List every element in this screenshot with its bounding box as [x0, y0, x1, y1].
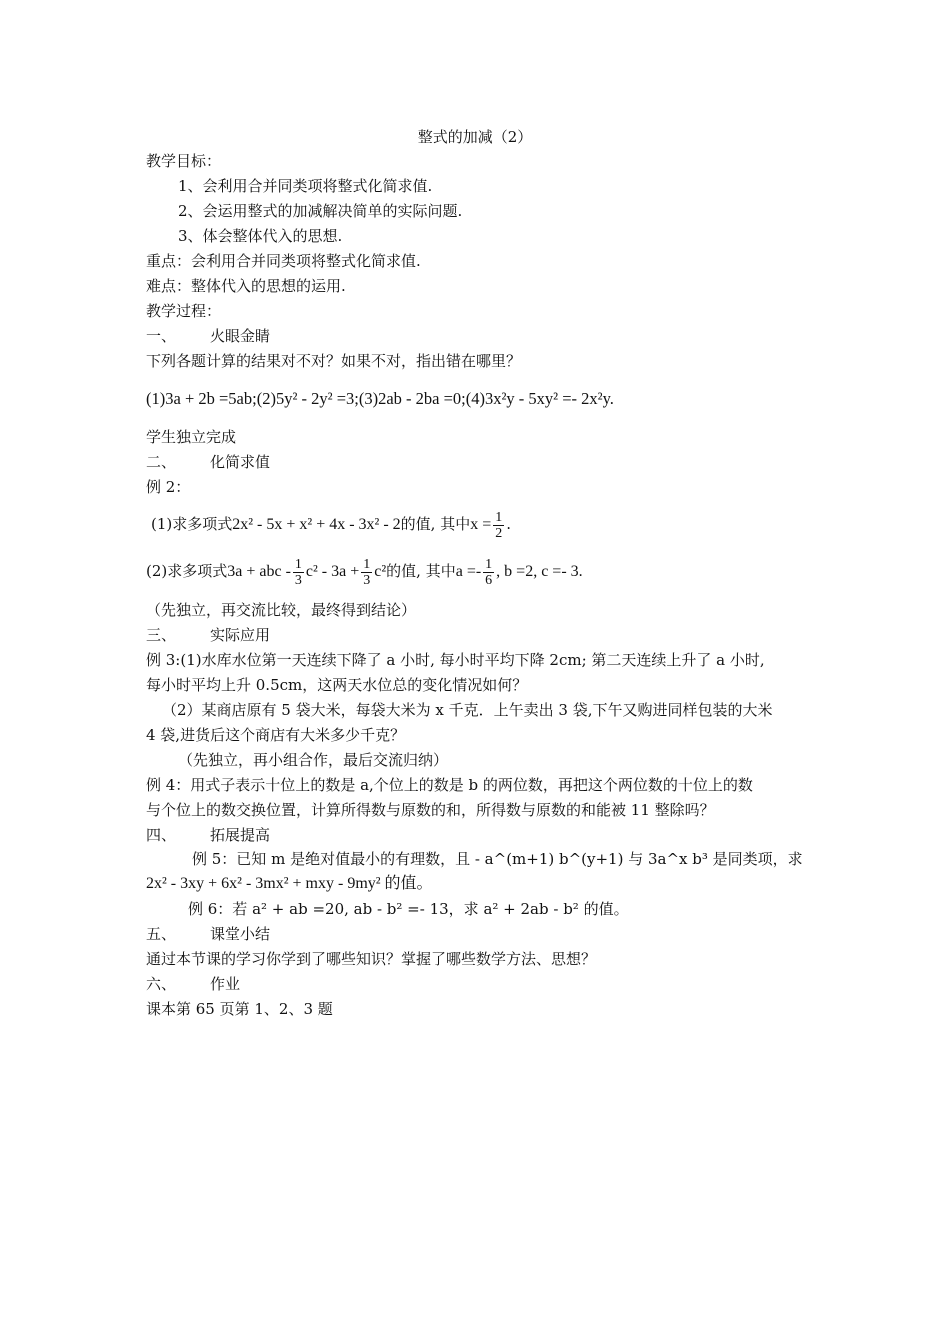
page-title: 整式的加减（2）	[417, 128, 533, 146]
fraction-numerator: 1	[363, 556, 371, 572]
example-4-line-1: 例 4：用式子表示十位上的数是 a,个位上的数是 b 的两位数，再把这个两位数的十位上的数	[146, 776, 753, 794]
section-6-heading	[146, 974, 240, 994]
example-2-note: （先独立，再交流比较，最终得到结论）	[146, 601, 417, 619]
ex2-2-expression-b: c² - 3a +	[305, 563, 360, 580]
fraction-numerator: 1	[294, 556, 302, 572]
example-5-line-1: 例 5：已知 m 是绝对值最小的有理数，且 - a^(m+1) b^(y+1) 与 3a^x b³ 是同类项，求	[192, 850, 803, 868]
section-title: 作业	[210, 975, 241, 993]
example-4-line-2: 与个位上的数交换位置，计算所得数与原数的和，所得数与原数的和能被 11 整除吗？	[146, 801, 715, 819]
section-5-text: 通过本节课的学习你学到了哪些知识？掌握了哪些数学方法、思想？	[146, 950, 597, 968]
ex2-2-expression-a: 3a + abc -	[227, 563, 291, 580]
example-6-line: 例 6：若 a² + ab =20, ab - b² =- 13，求 a² + 2ab - b² 的值。	[188, 900, 629, 918]
ex2-2-a: a =-	[455, 563, 482, 580]
section-2-heading	[146, 452, 270, 472]
section-number: 三、	[146, 626, 177, 644]
section-title: 化简求值	[210, 453, 271, 471]
difficult-point: 难点：整体代入的思想的运用.	[146, 277, 346, 295]
ex2-2-expression-c: c²	[374, 563, 387, 580]
example-2-label: 例 2：	[146, 478, 191, 496]
fraction-denominator: 6	[485, 572, 493, 588]
objective-3: 3、体会整体代入的思想.	[178, 227, 343, 245]
ex2-2-where: 的值, 其中	[386, 562, 456, 580]
ex2-1-where: 的值, 其中	[400, 515, 471, 533]
fraction-numerator: 1	[495, 509, 503, 525]
fraction-denominator: 3	[294, 572, 302, 588]
objective-2: 2、会运用整式的加减解决简单的实际问题.	[178, 202, 463, 220]
fraction-one-half	[493, 510, 504, 541]
section-4-heading	[146, 825, 270, 845]
key-point: 重点：会利用合并同类项将整式化简求值.	[146, 252, 421, 270]
fraction-denominator: 2	[495, 525, 503, 541]
section-title: 课堂小结	[210, 925, 271, 943]
process-heading: 教学过程：	[146, 302, 222, 320]
ex2-1-expression: 2x² - 5x + x² + 4x - 3x² - 2	[232, 516, 401, 533]
objective-1: 1、会利用合并同类项将整式化简求值.	[178, 177, 433, 195]
example-2-part-1	[151, 508, 511, 541]
fraction-one-sixth	[483, 557, 494, 588]
fraction-numerator: 1	[485, 556, 493, 572]
section-number: 一、	[146, 327, 177, 345]
section-title: 拓展提高	[210, 826, 271, 844]
section-number: 五、	[146, 925, 177, 943]
fraction-one-third	[293, 557, 304, 588]
fraction-denominator: 3	[363, 572, 371, 588]
example-3-line-2: 每小时平均上升 0.5cm，这两天水位总的变化情况如何？	[146, 676, 528, 694]
section-1-prompt: 下列各题计算的结果对不对？如果不对，指出错在哪里？	[146, 352, 522, 370]
objectives-heading: 教学目标：	[146, 152, 222, 170]
section-1-note: 学生独立完成	[146, 428, 237, 446]
example-3-note: （先独立，再小组合作，最后交流归纳）	[178, 751, 449, 769]
section-number: 二、	[146, 453, 177, 471]
section-number: 四、	[146, 826, 177, 844]
example-3-line-4: 4 袋,进货后这个商店有大米多少千克？	[146, 726, 406, 744]
section-6-text: 课本第 65 页第 1、2、3 题	[146, 1000, 333, 1018]
section-1-heading	[146, 326, 270, 346]
period: .	[506, 515, 512, 533]
section-1-formula: (1)3a + 2b =5ab;(2)5y² - 2y² =3;(3)2ab - 2ba =0;(4)3x²y - 5xy² =- 2x²y.	[146, 389, 614, 408]
section-number: 六、	[146, 975, 177, 993]
section-3-heading	[146, 625, 270, 645]
ex2-1-text: (1)求多项式	[151, 515, 233, 533]
example-3-line-1: 例 3:(1)水库水位第一天连续下降了 a 小时, 每小时平均下降 2cm; 第二天连续上升了 a 小时,	[146, 651, 765, 669]
ex2-1-x: x =	[470, 516, 492, 533]
example-2-part-2	[146, 555, 583, 588]
section-title: 火眼金睛	[210, 327, 271, 345]
ex2-2-text: (2)求多项式	[146, 562, 228, 580]
fraction-one-third-b	[361, 557, 372, 588]
example-3-line-3: （2）某商店原有 5 袋大米，每袋大米为 x 千克．上午卖出 3 袋,下午又购进同样包装的大米	[162, 701, 773, 719]
ex2-2-rest: , b =2, c =- 3.	[496, 563, 583, 580]
section-title: 实际应用	[210, 626, 271, 644]
section-5-heading	[146, 924, 270, 944]
example-5-line-2: 2x² - 3xy + 6x² - 3mx² + mxy - 9my² 的值。	[146, 875, 433, 892]
